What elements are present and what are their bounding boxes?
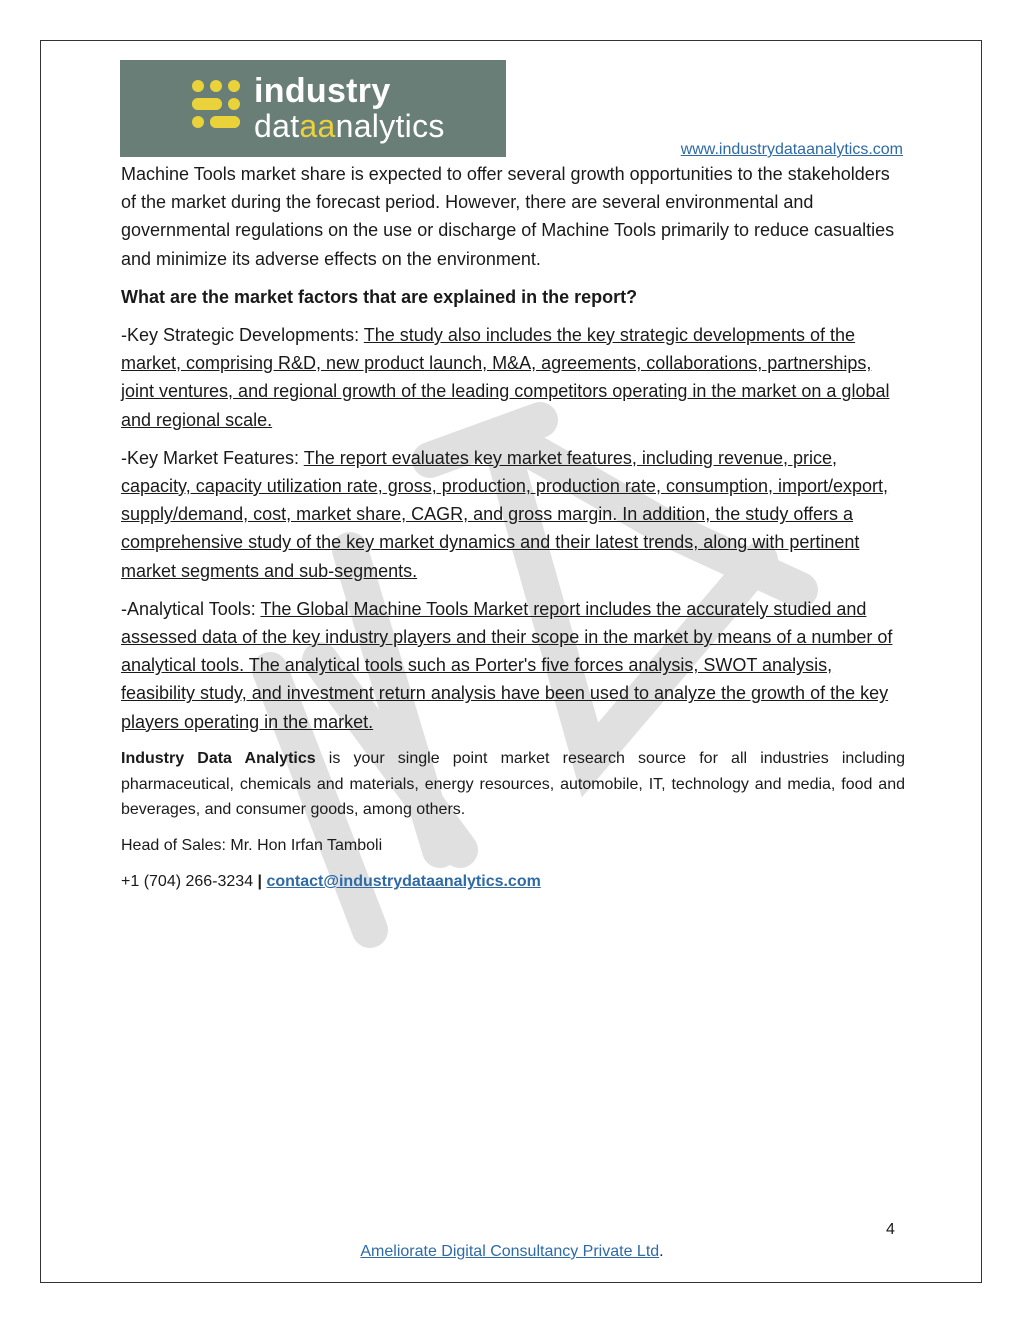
about-company: Industry Data Analytics	[121, 749, 316, 767]
logo-word-dataanalytics: dataanalytics	[254, 108, 445, 144]
footer	[0, 1243, 1024, 1261]
factor-label: -Key Strategic Developments:	[121, 325, 364, 346]
dots-icon	[190, 78, 246, 134]
contact-line	[121, 869, 905, 895]
section-question: What are the market factors that are explained in the report?	[121, 286, 638, 307]
footer-period: .	[659, 1243, 664, 1260]
about-text: is your single point market research source for all industries including pharmaceutical, chemicals and materials, energy resources, automobile, IT, technology and media, food and beverages, and consumer goods, among others.	[121, 749, 906, 819]
factor-strategic-developments	[121, 321, 905, 434]
factor-market-features	[121, 444, 905, 585]
factor-text: The Global Machine Tools Market report includes the accurately studied and assessed data of the key industry players and their scope in the market by means of a number of analytical tools. The analytical tools such as Porter's five forces analysis, SWOT analysis, feasibility study, and investment return analysis have been used to analyze the growth of the key players operating in the market.	[121, 598, 893, 732]
head-of-sales: Head of Sales: Mr. Hon Irfan Tamboli	[121, 836, 383, 854]
factor-label: -Analytical Tools:	[121, 598, 261, 619]
company-logo	[120, 60, 506, 157]
email-link[interactable]: contact@industrydataanalytics.com	[266, 872, 541, 890]
factor-text: The study also includes the key strategic developments of the market, comprising R&D, new product launch, M&A, agreements, collaborations, partnerships, joint ventures, and regional growth of the leading competitors operating in the market on a global and regional scale.	[121, 325, 890, 430]
intro-paragraph: Machine Tools market share is expected to offer several growth opportunities to the stakeholders of the market during the forecast period. However, there are several environmental and governmental regulations on the use or discharge of Machine Tools primarily to reduce casualties and minimize its adverse effects on the environment.	[121, 164, 895, 269]
about-paragraph	[121, 746, 905, 823]
separator: |	[257, 872, 263, 890]
page-number: 4	[886, 1221, 895, 1238]
footer-company-link[interactable]: Ameliorate Digital Consultancy Private Ltd	[360, 1243, 660, 1260]
factor-text: The report evaluates key market features, including revenue, price, capacity, capacity utilization rate, gross, production, production rate, consumption, import/export, supply/demand, cost, market share, CAGR, and gross margin. In addition, the study offers a comprehensive study of the key market dynamics and their latest trends, along with pertinent market segments and sub-segments.	[121, 447, 889, 581]
website-link[interactable]: www.industrydataanalytics.com	[680, 141, 903, 158]
phone-number: +1 (704) 266-3234	[121, 872, 258, 890]
page-body	[121, 160, 905, 905]
factor-analytical-tools	[121, 595, 905, 736]
logo-word-industry: industry	[254, 72, 391, 110]
factor-label: -Key Market Features:	[121, 447, 304, 468]
